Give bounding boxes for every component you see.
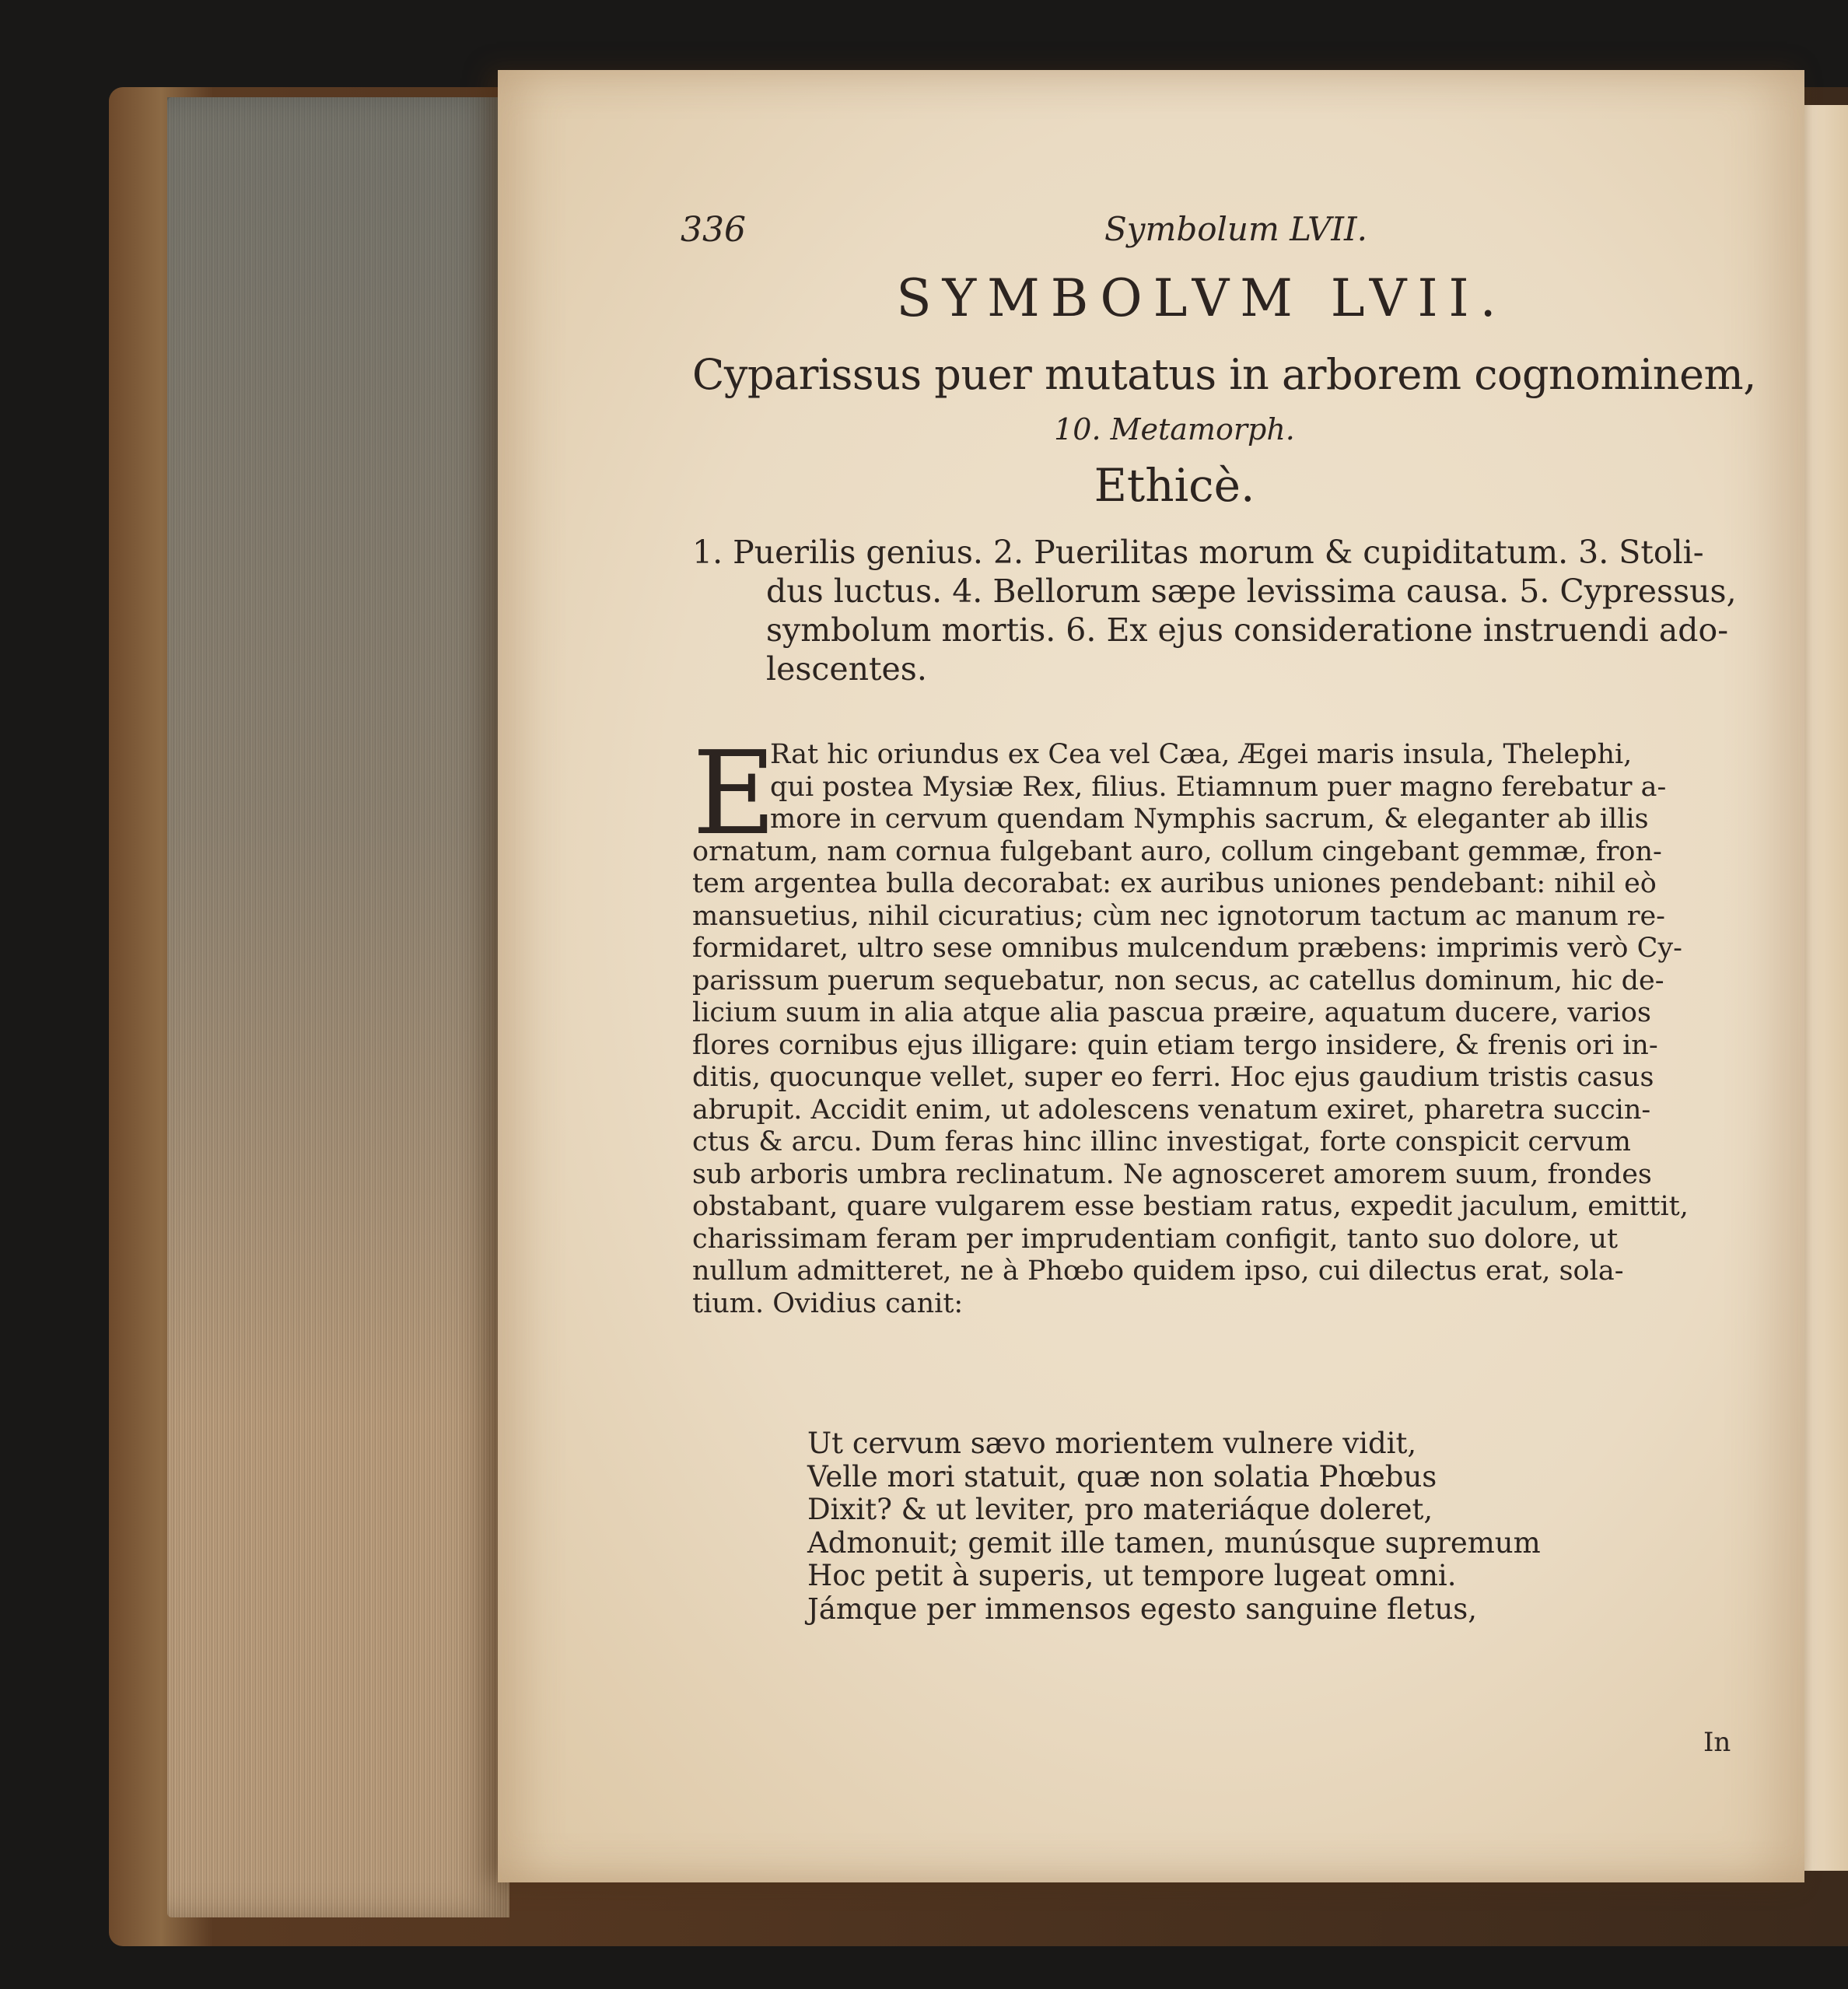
running-title: Symbolum LVII. [1104,210,1367,248]
symbol-title: SYMBOLVM LVII. [896,268,1507,328]
body-line: ctus & arcu. Dum feras hinc illinc investigat, forte conspicit cervum [692,1126,1631,1157]
running-head [681,210,1575,264]
page-number: 336 [681,210,746,250]
catchword: In [1703,1727,1731,1758]
body-line: tium. Ovidius canit: [692,1287,964,1319]
body-line: nullum admitteret, ne à Phœbo quidem ipso, cui dilectus erat, sola- [692,1255,1624,1287]
summary-line: lescentes. [766,650,927,688]
book-page [498,70,1804,1882]
verse-quotation [807,1427,1541,1626]
body-line: licium suum in alia atque alia pascua præire, aquatum ducere, varios [692,997,1651,1028]
body-line: parissum puerum sequebatur, non secus, ac catellus dominum, hic de- [692,965,1664,996]
symbol-subtitle: Cyparissus puer mutatus in arborem cognominem, [692,350,1756,399]
drop-cap: E [692,727,777,860]
body-line: obstabant, quare vulgarem esse bestiam ratus, expedit jaculum, emittit, [692,1191,1689,1222]
verse-line: Hoc petit à superis, ut tempore lugeat omni. [807,1559,1457,1592]
verse-line: Jámque per immensos egesto sanguine fletus, [807,1592,1478,1626]
summary-paragraph [692,533,1773,688]
body-line: abrupit. Accidit enim, ut adolescens venatum exiret, pharetra succin- [692,1094,1651,1126]
body-line: more in cervum quendam Nymphis sacrum, & eleganter ab illis [770,804,1649,835]
body-line: flores cornibus ejus illigare: quin etiam tergo insidere, & frenis ori in- [692,1029,1658,1061]
body-line: ornatum, nam cornua fulgebant auro, collum cingebant gemmæ, fron- [692,835,1662,867]
summary-line: 1. Puerilis genius. 2. Puerilitas morum & cupiditatum. 3. Stoli- [692,534,1704,571]
verse-line: Ut cervum sævo morientem vulnere vidit, [807,1427,1417,1460]
section-heading: Ethicè. [1094,459,1255,512]
body-line: ditis, quocunque vellet, super eo ferri. Hoc ejus gaudium tristis casus [692,1062,1654,1093]
body-line: charissimam feram per imprudentiam configit, tanto suo dolore, ut [692,1223,1619,1255]
page-block-edge [167,97,509,1917]
summary-line: symbolum mortis. 6. Ex ejus consideratione instruendi ado- [766,611,1729,649]
body-line: tem argentea bulla decorabat: ex auribus uniones pendebant: nihil eò [692,868,1657,899]
body-line: Rat hic oriundus ex Cea vel Cæa, Ægei maris insula, Thelephi, [770,739,1633,770]
body-line: formidaret, ultro sese omnibus mulcendum præbens: imprimis verò Cy- [692,933,1682,964]
verse-line: Admonuit; gemit ille tamen, munúsque supremum [807,1525,1541,1560]
verse-line: Dixit? & ut leviter, pro materiáque doleret, [807,1493,1433,1526]
summary-line: dus luctus. 4. Bellorum sæpe levissima causa. 5. Cypressus, [766,573,1737,610]
verse-line: Velle mori statuit, quæ non solatia Phœbus [807,1459,1437,1494]
body-text [692,739,1785,1320]
source-reference: 10. Metamorph. [1054,412,1295,446]
body-line: qui postea Mysiæ Rex, filius. Etiamnum puer magno ferebatur a- [770,771,1667,803]
body-line: sub arboris umbra reclinatum. Ne agnosceret amorem suum, frondes [692,1158,1652,1190]
body-line: mansuetius, nihil cicuratius; cùm nec ignotorum tactum ac manum re- [692,900,1665,932]
